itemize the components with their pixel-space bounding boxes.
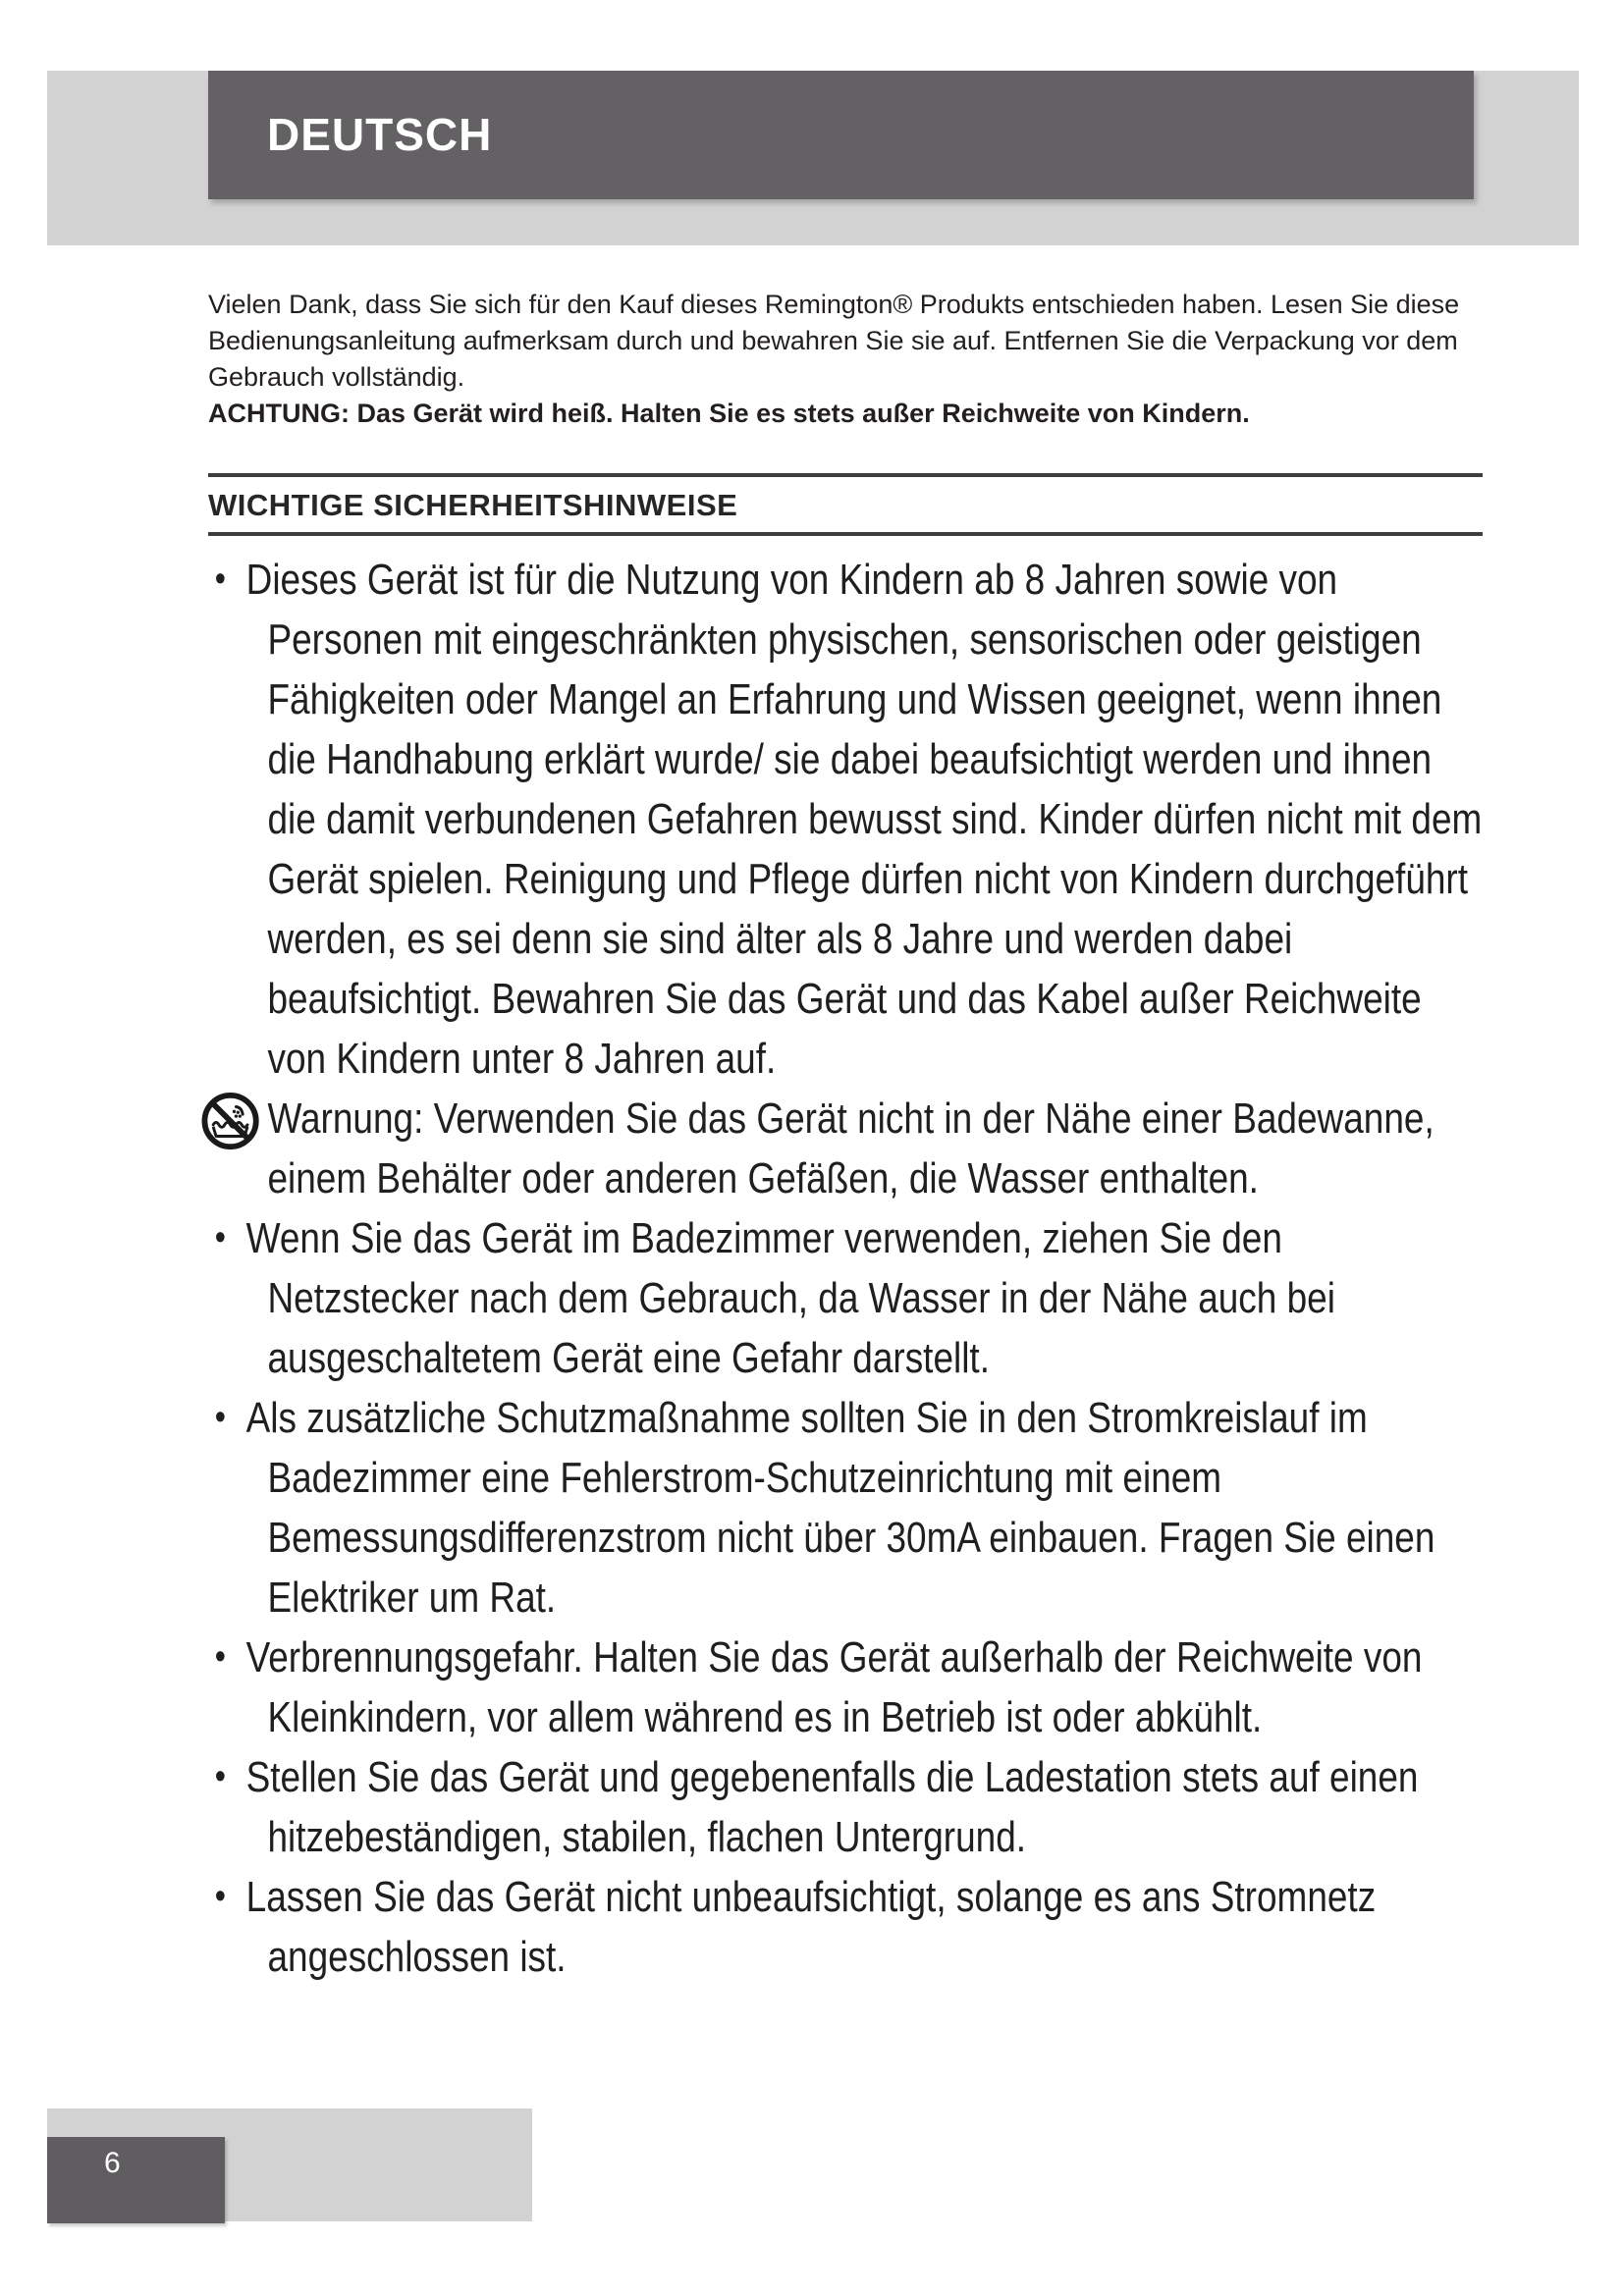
list-item (208, 550, 1482, 1089)
section-title: WICHTIGE SICHERHEITSHINWEISE (208, 488, 738, 522)
list-item (208, 1388, 1482, 1628)
intro-warning-line: ACHTUNG: Das Gerät wird heiß. Halten Sie es stets außer Reichweite von Kindern. (208, 399, 1250, 428)
list-item (208, 1867, 1482, 1987)
list-item-warning (208, 1089, 1482, 1208)
intro-paragraph: Vielen Dank, dass Sie sich für den Kauf dieses Remington® Produkts entschieden haben. Lesen Sie diese Bedienungsanleitung aufmerksam durch und bewahren Sie sie auf. Entfernen Sie die Verpackung vor dem Gebrauch vollständig. (208, 290, 1460, 392)
list-item-text: Dieses Gerät ist für die Nutzung von Kindern ab 8 Jahren sowie von Personen mit eingeschränkten physischen, sensorischen oder geistigen Fähigkeiten oder Mangel an Erfahrung und Wissen geeignet, wenn ihnen die Handhabung erklärt wurde/ sie dabei beaufsichtigt werden und ihnen die damit verbundenen Gefahren bewusst sind. Kinder dürfen nicht mit dem Gerät spielen. Reinigung und Pflege dürfen nicht von Kindern durchgeführt werden, es sei denn sie sind älter als 8 Jahre und werden dabei beaufsichtigt. Bewahren Sie das Gerät und das Kabel außer Reichweite von Kindern unter 8 Jahren auf. (245, 556, 1483, 1083)
list-item (208, 1628, 1482, 1747)
content-column (208, 287, 1483, 1987)
safety-list (208, 550, 1482, 1987)
page-number: 6 (104, 2147, 121, 2179)
list-item-text: Warnung: Verwenden Sie das Gerät nicht in der Nähe einer Badewanne, einem Behälter oder anderen Gefäßen, die Wasser enthalten. (267, 1095, 1435, 1202)
list-item-text: Als zusätzliche Schutzmaßnahme sollten Sie in den Stromkreislauf im Badezimmer eine Fehlerstrom-Schutzeinrichtung mit einem Bemessungsdifferenzstrom nicht über 30mA einbauen. Fragen Sie einen Elektriker um Rat. (245, 1394, 1435, 1622)
list-item-text: Verbrennungsgefahr. Halten Sie das Gerät außerhalb der Reichweite von Kleinkindern, vor allem während es in Betrieb ist oder abkühlt. (245, 1633, 1423, 1741)
safety-list-wrapper (208, 550, 1482, 1987)
no-bathtub-icon (200, 1091, 261, 1151)
page-number-box (47, 2137, 225, 2223)
list-item-text: Wenn Sie das Gerät im Badezimmer verwenden, ziehen Sie den Netzstecker nach dem Gebrauch, da Wasser in der Nähe auch bei ausgeschaltetem Gerät eine Gefahr darstellt. (245, 1214, 1335, 1382)
list-item (208, 1208, 1482, 1388)
list-item-text: Stellen Sie das Gerät und gegebenenfalls die Ladestation stets auf einen hitzebeständigen, stabilen, flachen Untergrund. (245, 1753, 1419, 1861)
list-item (208, 1747, 1482, 1867)
page-title: DEUTSCH (267, 109, 493, 160)
section-heading (208, 473, 1483, 536)
list-item-text: Lassen Sie das Gerät nicht unbeaufsichtigt, solange es ans Stromnetz angeschlossen ist. (245, 1873, 1377, 1981)
language-header-box (208, 71, 1474, 199)
